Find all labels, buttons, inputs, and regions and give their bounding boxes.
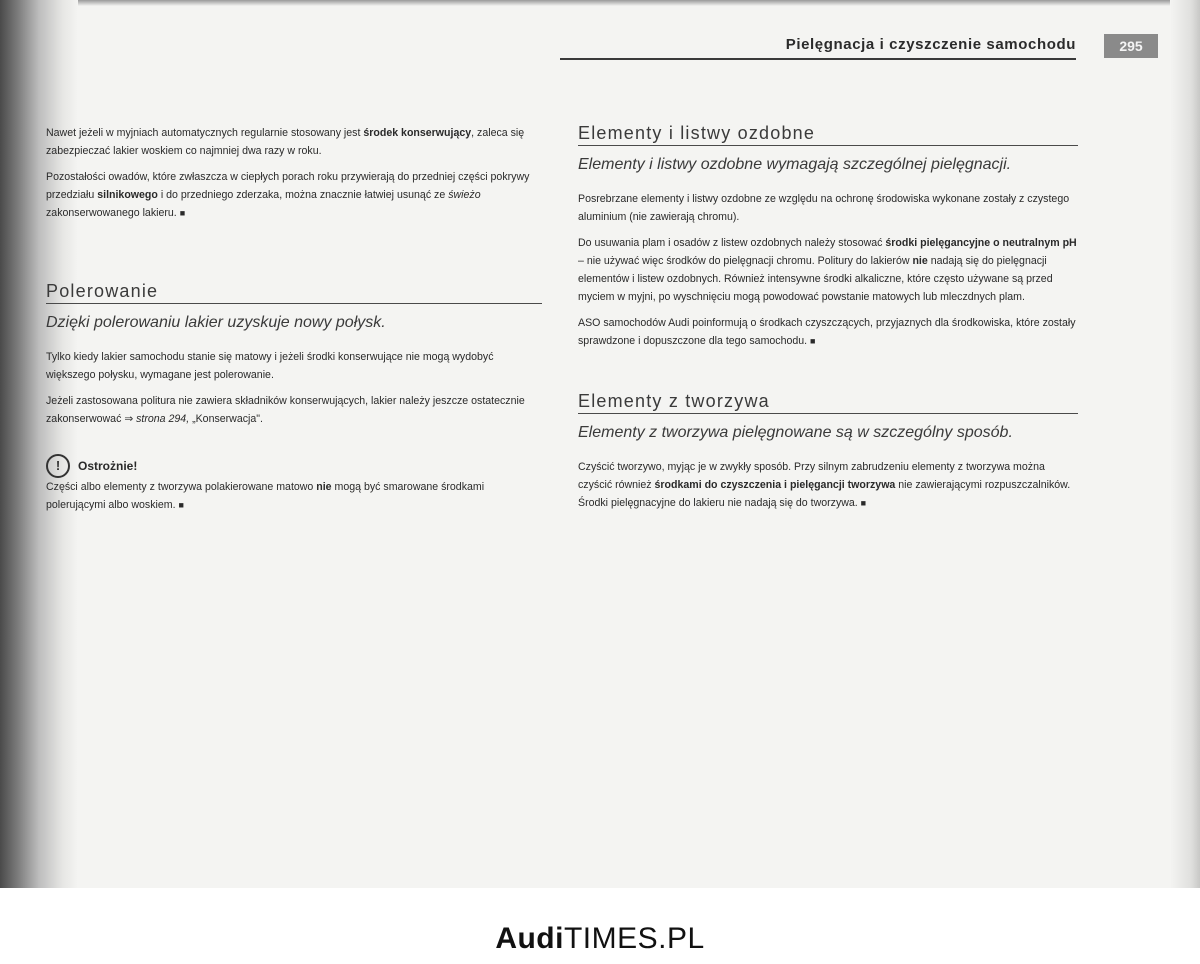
bold-term: środek konserwujący: [363, 127, 472, 139]
caution-title: Ostrożnie!: [78, 459, 138, 473]
section-end-mark: ■: [860, 498, 867, 508]
left-column: [46, 124, 542, 522]
section-lead-polishing: Dzięki polerowaniu lakier uzyskuje nowy połysk.: [46, 314, 386, 331]
right-column: [578, 124, 1078, 520]
section-heading-plastic: Elementy z tworzywa: [578, 392, 1078, 414]
italic-term: świeżo: [448, 189, 481, 201]
section-end-mark: ■: [179, 208, 186, 218]
paragraph-polish-preserve: Jeżeli zastosowana politura nie zawiera składników konserwujących, lakier należy jeszcze ostatecznie zakonserwować ⇒ strona 294, „Konserwacja".: [46, 395, 525, 425]
section-end-mark: ■: [810, 336, 816, 346]
page-right-edge: [1170, 0, 1200, 888]
section-lead-plastic: Elementy z tworzywa pielęgnowane są w szczególny sposób.: [578, 424, 1013, 441]
bold-term: nie: [912, 255, 928, 267]
paragraph-plastic-cleaning: Czyścić tworzywo, myjąc je w zwykły sposób. Przy silnym zabrudzeniu elementy z tworzywa można czyścić również środkami do czyszczenia i pielęgancji tworzywa nie zawierającymi rozpuszczalników. Środki pielęgnacyjne do lakieru nie nadają się do tworzywa. ■: [578, 461, 1071, 509]
audi-times-logo: AudiTIMES.PL: [495, 922, 705, 955]
section-heading-polishing: Polerowanie: [46, 282, 542, 304]
section-end-mark: ■: [178, 500, 184, 510]
running-header: Pielęgnacja i czyszczenie samochodu: [560, 36, 1076, 60]
page-number: 295: [1104, 34, 1158, 58]
cross-reference-link[interactable]: ⇒ strona 294,: [124, 413, 190, 425]
paragraph-aso: ASO samochodów Audi poinformują o środkach czyszczących, przyjaznych dla środkowiska, które zostały sprawdzone i dopuszczone dla tego samochodu. ■: [578, 317, 1076, 347]
caution-box-header: [46, 454, 542, 478]
section-lead-trim: Elementy i listwy ozdobne wymagają szczególnej pielęgnacji.: [578, 156, 1012, 173]
paragraph-aluminium: Posrebrzane elementy i listwy ozdobne ze względu na ochronę środowiska wykonane zostały z czystego aluminium (nie zawierają chromu).: [578, 193, 1070, 223]
bold-term: nie: [316, 481, 332, 493]
paragraph-polishing: Tylko kiedy lakier samochodu stanie się matowy i jeżeli środki konserwujące nie mogą wydobyć większego połysku, wymagane jest polerowanie.: [46, 351, 494, 381]
bold-term: środkami do czyszczenia i pielęgancji tworzywa: [654, 479, 896, 491]
paragraph-stain-removal: Do usuwania plam i osadów z listew ozdobnych należy stosować środki pielęgancyjne o neutralnym pH – nie używać więc środków do pielęgnacji chromu. Politury do lakierów nie nadają się do pielęgnacji elementów i listew ozdobnych. Również intensywne środki alkaliczne, które często używane są przed myciem w myjni, po wyschnięciu mogą powodować powstanie matowych lub mleczdnych plam.: [578, 237, 1077, 303]
section-heading-trim: Elementy i listwy ozdobne: [578, 124, 1078, 146]
bold-term: silnikowego: [97, 189, 158, 201]
paragraph-insects: Pozostałości owadów, które zwłaszcza w ciepłych porach roku przywierają do przedniej części pokrywy przedziału silnikowego i do przedniego zderzaka, można znacznie łatwiej usunąć ze świeżo zakonserwowanego lakieru. ■: [46, 171, 530, 219]
page-top-edge: [0, 0, 1200, 6]
bold-term: środki pielęgancyjne o neutralnym pH: [885, 237, 1077, 249]
paragraph-wax: Nawet jeżeli w myjniach automatycznych regularnie stosowany jest środek konserwujący, zaleca się zabezpieczać lakier woskiem co najmniej dwa razy w roku.: [46, 127, 525, 157]
caution-text: Części albo elementy z tworzywa polakierowane matowo nie mogą być smarowane środkami polerującymi albo woskiem. ■: [46, 481, 485, 511]
caution-icon: !: [46, 454, 70, 478]
